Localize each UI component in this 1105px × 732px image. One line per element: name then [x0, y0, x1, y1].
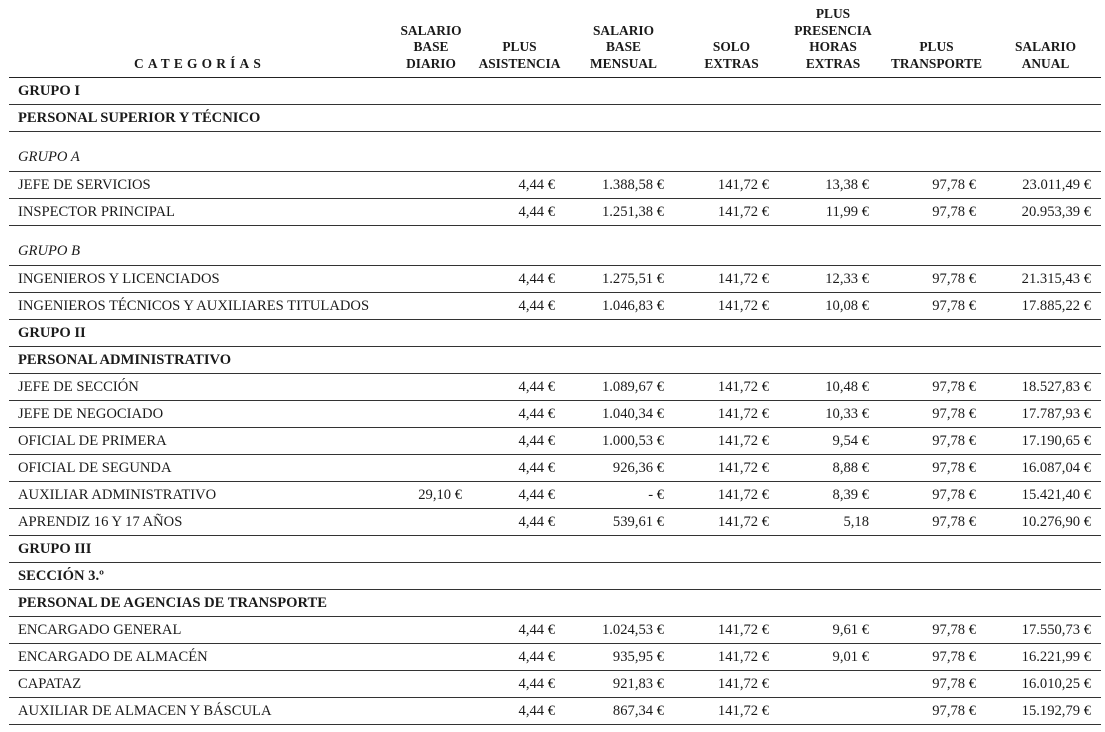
- category-label: CAPATAZ: [9, 671, 390, 698]
- value-cell: 141,72 €: [680, 698, 783, 725]
- value-cell: [783, 226, 883, 266]
- value-cell: 97,78 €: [883, 617, 990, 644]
- value-cell: [472, 320, 567, 347]
- category-label: GRUPO A: [9, 132, 390, 172]
- category-label: AUXILIAR DE ALMACEN Y BÁSCULA: [9, 698, 390, 725]
- value-cell: [990, 590, 1101, 617]
- category-label: OFICIAL DE SEGUNDA: [9, 455, 390, 482]
- value-cell: 141,72 €: [680, 401, 783, 428]
- value-cell: [883, 132, 990, 172]
- value-cell: 21.315,43 €: [990, 266, 1101, 293]
- category-label: JEFE DE NEGOCIADO: [9, 401, 390, 428]
- value-cell: [990, 563, 1101, 590]
- value-cell: 12,33 €: [783, 266, 883, 293]
- value-cell: 141,72 €: [680, 455, 783, 482]
- value-cell: [390, 347, 472, 374]
- value-cell: [680, 105, 783, 132]
- section-heading-row: [9, 590, 1101, 617]
- header-line: SALARIO: [592, 22, 655, 38]
- value-cell: [472, 536, 567, 563]
- value-cell: 926,36 €: [567, 455, 680, 482]
- value-cell: 97,78 €: [883, 293, 990, 320]
- value-cell: 97,78 €: [883, 455, 990, 482]
- value-cell: 141,72 €: [680, 428, 783, 455]
- header-line: ANUAL: [1021, 55, 1070, 71]
- value-cell: 4,44 €: [472, 671, 567, 698]
- table-row: [9, 644, 1101, 671]
- categorias-header: [9, 0, 390, 78]
- header-line: DIARIO: [406, 55, 456, 71]
- value-cell: [390, 644, 472, 671]
- value-cell: 1.000,53 €: [567, 428, 680, 455]
- value-cell: 97,78 €: [883, 266, 990, 293]
- value-cell: 15.192,79 €: [990, 698, 1101, 725]
- value-cell: [472, 563, 567, 590]
- value-cell: [472, 105, 567, 132]
- category-label: GRUPO II: [9, 320, 390, 347]
- value-cell: 16.087,04 €: [990, 455, 1101, 482]
- value-cell: [990, 132, 1101, 172]
- table-row: [9, 671, 1101, 698]
- value-cell: [883, 226, 990, 266]
- plus-asistencia-header: [472, 0, 567, 78]
- category-label: JEFE DE SERVICIOS: [9, 172, 390, 199]
- value-cell: 5,18: [783, 509, 883, 536]
- value-cell: [390, 320, 472, 347]
- value-cell: 1.046,83 €: [567, 293, 680, 320]
- table-row: [9, 455, 1101, 482]
- table-body: [9, 78, 1101, 725]
- category-label: GRUPO B: [9, 226, 390, 266]
- table-row: [9, 401, 1101, 428]
- header-line: CATEGORÍAS: [133, 55, 266, 71]
- value-cell: [990, 536, 1101, 563]
- value-cell: [680, 563, 783, 590]
- table-header-row: [9, 0, 1101, 78]
- value-cell: [883, 347, 990, 374]
- value-cell: [390, 105, 472, 132]
- value-cell: [783, 78, 883, 105]
- value-cell: 4,44 €: [472, 617, 567, 644]
- value-cell: 1.251,38 €: [567, 199, 680, 226]
- category-label: JEFE DE SECCIÓN: [9, 374, 390, 401]
- value-cell: [390, 671, 472, 698]
- value-cell: 141,72 €: [680, 293, 783, 320]
- value-cell: 1.040,34 €: [567, 401, 680, 428]
- value-cell: [567, 105, 680, 132]
- value-cell: 141,72 €: [680, 671, 783, 698]
- salario-anual-header: [990, 0, 1101, 78]
- value-cell: [883, 105, 990, 132]
- value-cell: [390, 226, 472, 266]
- value-cell: [680, 320, 783, 347]
- value-cell: [472, 590, 567, 617]
- solo-extras-header: [680, 0, 783, 78]
- value-cell: [783, 132, 883, 172]
- value-cell: 10,33 €: [783, 401, 883, 428]
- value-cell: [680, 590, 783, 617]
- value-cell: [783, 590, 883, 617]
- value-cell: 9,54 €: [783, 428, 883, 455]
- value-cell: 9,61 €: [783, 617, 883, 644]
- value-cell: 8,39 €: [783, 482, 883, 509]
- value-cell: [783, 320, 883, 347]
- value-cell: [783, 671, 883, 698]
- value-cell: 1.024,53 €: [567, 617, 680, 644]
- value-cell: 1.275,51 €: [567, 266, 680, 293]
- value-cell: [680, 536, 783, 563]
- value-cell: [680, 78, 783, 105]
- value-cell: [472, 78, 567, 105]
- header-line: PLUS: [919, 39, 954, 55]
- category-label: PERSONAL DE AGENCIAS DE TRANSPORTE: [9, 590, 390, 617]
- value-cell: [472, 226, 567, 266]
- value-cell: [390, 563, 472, 590]
- value-cell: 4,44 €: [472, 374, 567, 401]
- salario-base-diario-header: [390, 0, 472, 78]
- value-cell: 97,78 €: [883, 172, 990, 199]
- value-cell: 4,44 €: [472, 428, 567, 455]
- value-cell: [567, 78, 680, 105]
- value-cell: [390, 199, 472, 226]
- header-line: PRESENCIA: [794, 22, 872, 38]
- section-heading-row: [9, 320, 1101, 347]
- value-cell: 4,44 €: [472, 698, 567, 725]
- header-line: PLUS: [815, 6, 851, 22]
- value-cell: [567, 226, 680, 266]
- value-cell: 539,61 €: [567, 509, 680, 536]
- value-cell: 141,72 €: [680, 374, 783, 401]
- value-cell: 8,88 €: [783, 455, 883, 482]
- header-line: EXTRAS: [805, 55, 861, 71]
- value-cell: [390, 401, 472, 428]
- value-cell: [883, 590, 990, 617]
- value-cell: 4,44 €: [472, 172, 567, 199]
- category-label: GRUPO I: [9, 78, 390, 105]
- value-cell: 141,72 €: [680, 482, 783, 509]
- value-cell: 16.221,99 €: [990, 644, 1101, 671]
- value-cell: 29,10 €: [390, 482, 472, 509]
- value-cell: 13,38 €: [783, 172, 883, 199]
- value-cell: 1.388,58 €: [567, 172, 680, 199]
- value-cell: 17.885,22 €: [990, 293, 1101, 320]
- value-cell: 4,44 €: [472, 455, 567, 482]
- header-line: EXTRAS: [704, 55, 759, 71]
- section-heading-row: [9, 105, 1101, 132]
- value-cell: 20.953,39 €: [990, 199, 1101, 226]
- subgroup-heading-row: [9, 132, 1101, 172]
- value-cell: 16.010,25 €: [990, 671, 1101, 698]
- value-cell: 17.190,65 €: [990, 428, 1101, 455]
- header-line: SOLO: [712, 39, 751, 55]
- table-row: [9, 199, 1101, 226]
- value-cell: [472, 347, 567, 374]
- header-line: HORAS: [809, 39, 857, 55]
- category-label: INGENIEROS TÉCNICOS Y AUXILIARES TITULADOS: [9, 293, 390, 320]
- value-cell: [390, 509, 472, 536]
- category-label: PERSONAL SUPERIOR Y TÉCNICO: [9, 105, 390, 132]
- table-row: [9, 428, 1101, 455]
- value-cell: 867,34 €: [567, 698, 680, 725]
- value-cell: [390, 455, 472, 482]
- category-label: INSPECTOR PRINCIPAL: [9, 199, 390, 226]
- value-cell: 141,72 €: [680, 266, 783, 293]
- value-cell: [783, 536, 883, 563]
- value-cell: [883, 563, 990, 590]
- value-cell: [390, 428, 472, 455]
- value-cell: 97,78 €: [883, 509, 990, 536]
- value-cell: 141,72 €: [680, 617, 783, 644]
- value-cell: [883, 78, 990, 105]
- value-cell: 17.550,73 €: [990, 617, 1101, 644]
- section-heading-row: [9, 563, 1101, 590]
- value-cell: 10.276,90 €: [990, 509, 1101, 536]
- value-cell: [567, 347, 680, 374]
- value-cell: 97,78 €: [883, 428, 990, 455]
- value-cell: 921,83 €: [567, 671, 680, 698]
- value-cell: 17.787,93 €: [990, 401, 1101, 428]
- salary-table: [9, 0, 1101, 725]
- subgroup-heading-row: [9, 226, 1101, 266]
- header-line: PLUS: [502, 39, 537, 55]
- value-cell: [783, 563, 883, 590]
- value-cell: [472, 132, 567, 172]
- category-label: AUXILIAR ADMINISTRATIVO: [9, 482, 390, 509]
- category-label: SECCIÓN 3.º: [9, 563, 390, 590]
- category-label: PERSONAL ADMINISTRATIVO: [9, 347, 390, 374]
- header-line: TRANSPORTE: [890, 55, 983, 71]
- value-cell: [990, 320, 1101, 347]
- value-cell: [390, 536, 472, 563]
- value-cell: 15.421,40 €: [990, 482, 1101, 509]
- value-cell: 97,78 €: [883, 374, 990, 401]
- value-cell: 141,72 €: [680, 199, 783, 226]
- category-label: ENCARGADO DE ALMACÉN: [9, 644, 390, 671]
- value-cell: [680, 132, 783, 172]
- value-cell: - €: [567, 482, 680, 509]
- value-cell: [390, 374, 472, 401]
- value-cell: 141,72 €: [680, 509, 783, 536]
- value-cell: 97,78 €: [883, 698, 990, 725]
- value-cell: [390, 698, 472, 725]
- value-cell: 11,99 €: [783, 199, 883, 226]
- value-cell: 4,44 €: [472, 293, 567, 320]
- value-cell: 97,78 €: [883, 401, 990, 428]
- value-cell: 23.011,49 €: [990, 172, 1101, 199]
- table-row: [9, 266, 1101, 293]
- section-heading-row: [9, 78, 1101, 105]
- category-label: GRUPO III: [9, 536, 390, 563]
- header-line: BASE: [413, 39, 449, 55]
- value-cell: [680, 347, 783, 374]
- category-label: INGENIEROS Y LICENCIADOS: [9, 266, 390, 293]
- value-cell: 4,44 €: [472, 509, 567, 536]
- value-cell: [390, 172, 472, 199]
- value-cell: [783, 105, 883, 132]
- value-cell: [783, 347, 883, 374]
- value-cell: [990, 78, 1101, 105]
- value-cell: [567, 320, 680, 347]
- value-cell: [990, 347, 1101, 374]
- header-line: ASISTENCIA: [478, 55, 561, 71]
- value-cell: [567, 563, 680, 590]
- category-label: OFICIAL DE PRIMERA: [9, 428, 390, 455]
- category-label: APRENDIZ 16 Y 17 AÑOS: [9, 509, 390, 536]
- value-cell: 4,44 €: [472, 266, 567, 293]
- category-label: ENCARGADO GENERAL: [9, 617, 390, 644]
- table-row: [9, 698, 1101, 725]
- value-cell: [680, 226, 783, 266]
- table-row: [9, 374, 1101, 401]
- value-cell: 4,44 €: [472, 644, 567, 671]
- table-row: [9, 293, 1101, 320]
- value-cell: 97,78 €: [883, 482, 990, 509]
- table-row: [9, 482, 1101, 509]
- value-cell: [883, 536, 990, 563]
- value-cell: [990, 105, 1101, 132]
- table-row: [9, 617, 1101, 644]
- value-cell: [883, 320, 990, 347]
- value-cell: [390, 293, 472, 320]
- value-cell: 141,72 €: [680, 644, 783, 671]
- value-cell: 97,78 €: [883, 644, 990, 671]
- section-heading-row: [9, 347, 1101, 374]
- table-row: [9, 172, 1101, 199]
- section-heading-row: [9, 536, 1101, 563]
- value-cell: [783, 698, 883, 725]
- value-cell: 4,44 €: [472, 401, 567, 428]
- value-cell: [390, 266, 472, 293]
- value-cell: [567, 536, 680, 563]
- value-cell: 4,44 €: [472, 199, 567, 226]
- value-cell: 9,01 €: [783, 644, 883, 671]
- value-cell: [567, 132, 680, 172]
- plus-presencia-horas-extras-header: [783, 0, 883, 78]
- value-cell: [390, 590, 472, 617]
- salario-base-mensual-header: [567, 0, 680, 78]
- header-line: SALARIO: [400, 22, 462, 38]
- value-cell: 18.527,83 €: [990, 374, 1101, 401]
- value-cell: 10,48 €: [783, 374, 883, 401]
- value-cell: 97,78 €: [883, 671, 990, 698]
- value-cell: [990, 226, 1101, 266]
- value-cell: 10,08 €: [783, 293, 883, 320]
- value-cell: 97,78 €: [883, 199, 990, 226]
- value-cell: 935,95 €: [567, 644, 680, 671]
- value-cell: 1.089,67 €: [567, 374, 680, 401]
- header-line: SALARIO: [1014, 39, 1077, 55]
- value-cell: [390, 78, 472, 105]
- value-cell: 4,44 €: [472, 482, 567, 509]
- value-cell: [567, 590, 680, 617]
- value-cell: 141,72 €: [680, 172, 783, 199]
- value-cell: [390, 617, 472, 644]
- header-line: BASE: [606, 39, 641, 55]
- table-row: [9, 509, 1101, 536]
- header-line: MENSUAL: [590, 55, 657, 71]
- value-cell: [390, 132, 472, 172]
- plus-transporte-header: [883, 0, 990, 78]
